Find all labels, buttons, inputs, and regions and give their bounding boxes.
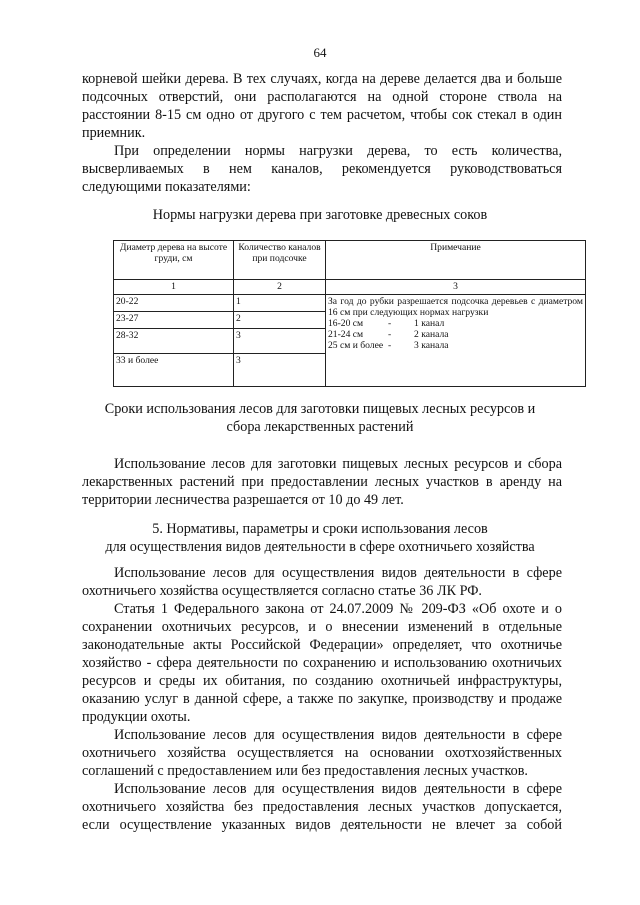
note-cell <box>326 295 586 387</box>
table-title: Нормы нагрузки дерева при заготовке древесных соков <box>152 207 488 223</box>
channels-cell: 2 <box>234 312 326 329</box>
channels-cell: 1 <box>234 295 326 312</box>
text-line: продукции охоты. <box>82 709 191 725</box>
text-line: территории лесничества разрешается от 10 до 49 лет. <box>82 492 404 508</box>
text-line: соглашений с предоставлением или без предоставления лесных участков. <box>82 763 528 779</box>
diameter-cell: 33 и более <box>114 354 234 387</box>
note-line: 21-24 см - 2 канала <box>328 329 449 340</box>
text-line: следующими показателями: <box>82 179 251 195</box>
heading-line: 5. Нормативы, параметры и сроки использования лесов <box>152 521 488 537</box>
note-line: 25 см и более - 3 канала <box>328 340 449 351</box>
paragraph-5 <box>82 600 562 726</box>
text-line: Использование лесов для осуществления видов деятельности в сфере <box>114 781 562 797</box>
text-line: хозяйство - сфера деятельности по сохранению и использованию охотничьих <box>82 655 562 671</box>
text-line: высверливаемых в нем каналов, рекомендуется руководствоваться <box>82 161 562 177</box>
column-number-row <box>114 280 586 295</box>
paragraph-1 <box>82 70 562 142</box>
text-line: сохранении охотничьих ресурсов, и о внесении изменений в отдельные <box>82 619 562 635</box>
text-line: лекарственных растений при предоставлении лесных участков в аренду на <box>82 474 562 490</box>
heading-line: для осуществления видов деятельности в сфере охотничьего хозяйства <box>105 539 535 555</box>
paragraph-7 <box>82 780 562 834</box>
section-heading <box>40 400 600 436</box>
section-heading <box>40 520 600 556</box>
paragraph-2 <box>82 142 562 196</box>
column-number: 2 <box>234 280 326 295</box>
channels-cell: 3 <box>234 329 326 354</box>
text-line: При определении нормы нагрузки дерева, то есть количества, <box>114 143 562 159</box>
page-number: 64 <box>313 45 327 60</box>
text-line: приемник. <box>82 125 146 141</box>
paragraph-4 <box>82 564 562 600</box>
table-row <box>114 295 586 312</box>
text-line: ресурсов и среды их обитания, по созданию охотничьей инфраструктуры, <box>82 673 562 689</box>
text-line: законодательные акты Российской Федерации» определяет, что охотничье <box>82 637 562 653</box>
text-line: расстоянии 8-15 см одно от другого с тем расчетом, чтобы сок стекал в один <box>82 107 562 123</box>
text-line: подсочных отверстий, они располагаются на одной стороне ствола на <box>82 89 562 105</box>
diameter-cell: 20-22 <box>114 295 234 312</box>
diameter-cell: 23-27 <box>114 312 234 329</box>
diameter-cell: 28-32 <box>114 329 234 354</box>
text-line: если осуществление указанных видов деятельности не влечет за собой <box>82 817 562 833</box>
column-number: 1 <box>114 280 234 295</box>
table-header-row <box>114 241 586 280</box>
paragraph-3 <box>82 455 562 509</box>
text-line: Использование лесов для осуществления видов деятельности в сфере <box>114 565 562 581</box>
header-diameter: Диаметр дерева на высоте груди, см <box>114 241 234 280</box>
text-line: корневой шейки дерева. В тех случаях, когда на дереве делается два и больше <box>82 71 562 87</box>
norms-table <box>113 240 586 387</box>
paragraph-6 <box>82 726 562 780</box>
text-line: охотничьего хозяйства осуществляется на основании охотхозяйственных <box>82 745 562 761</box>
channels-cell: 3 <box>234 354 326 387</box>
header-channels: Количество каналов при подсочке <box>234 241 326 280</box>
heading-line: сбора лекарственных растений <box>226 419 414 435</box>
text-line: Использование лесов для заготовки пищевых лесных ресурсов и сбора <box>114 456 562 472</box>
header-note: Примечание <box>326 241 586 280</box>
column-number: 3 <box>326 280 586 295</box>
heading-line: Сроки использования лесов для заготовки пищевых лесных ресурсов и <box>104 401 536 417</box>
text-line: охотничьего хозяйства без предоставления лесных участков допускается, <box>82 799 562 815</box>
text-line: оказанию услуг в данной сфере, а также по закупке, производству и продаже <box>82 691 562 707</box>
note-intro: За год до рубки разрешается подсочка деревьев с диаметром 16 см при следующих нормах нагрузки <box>328 296 583 318</box>
text-line: Использование лесов для осуществления видов деятельности в сфере <box>114 727 562 743</box>
text-line: Статья 1 Федерального закона от 24.07.2009 № 209-ФЗ «Об охоте и о <box>114 601 562 617</box>
note-line: 16-20 см - 1 канал <box>328 318 445 329</box>
text-line: охотничьего хозяйства осуществляется согласно статье 36 ЛК РФ. <box>82 583 482 599</box>
